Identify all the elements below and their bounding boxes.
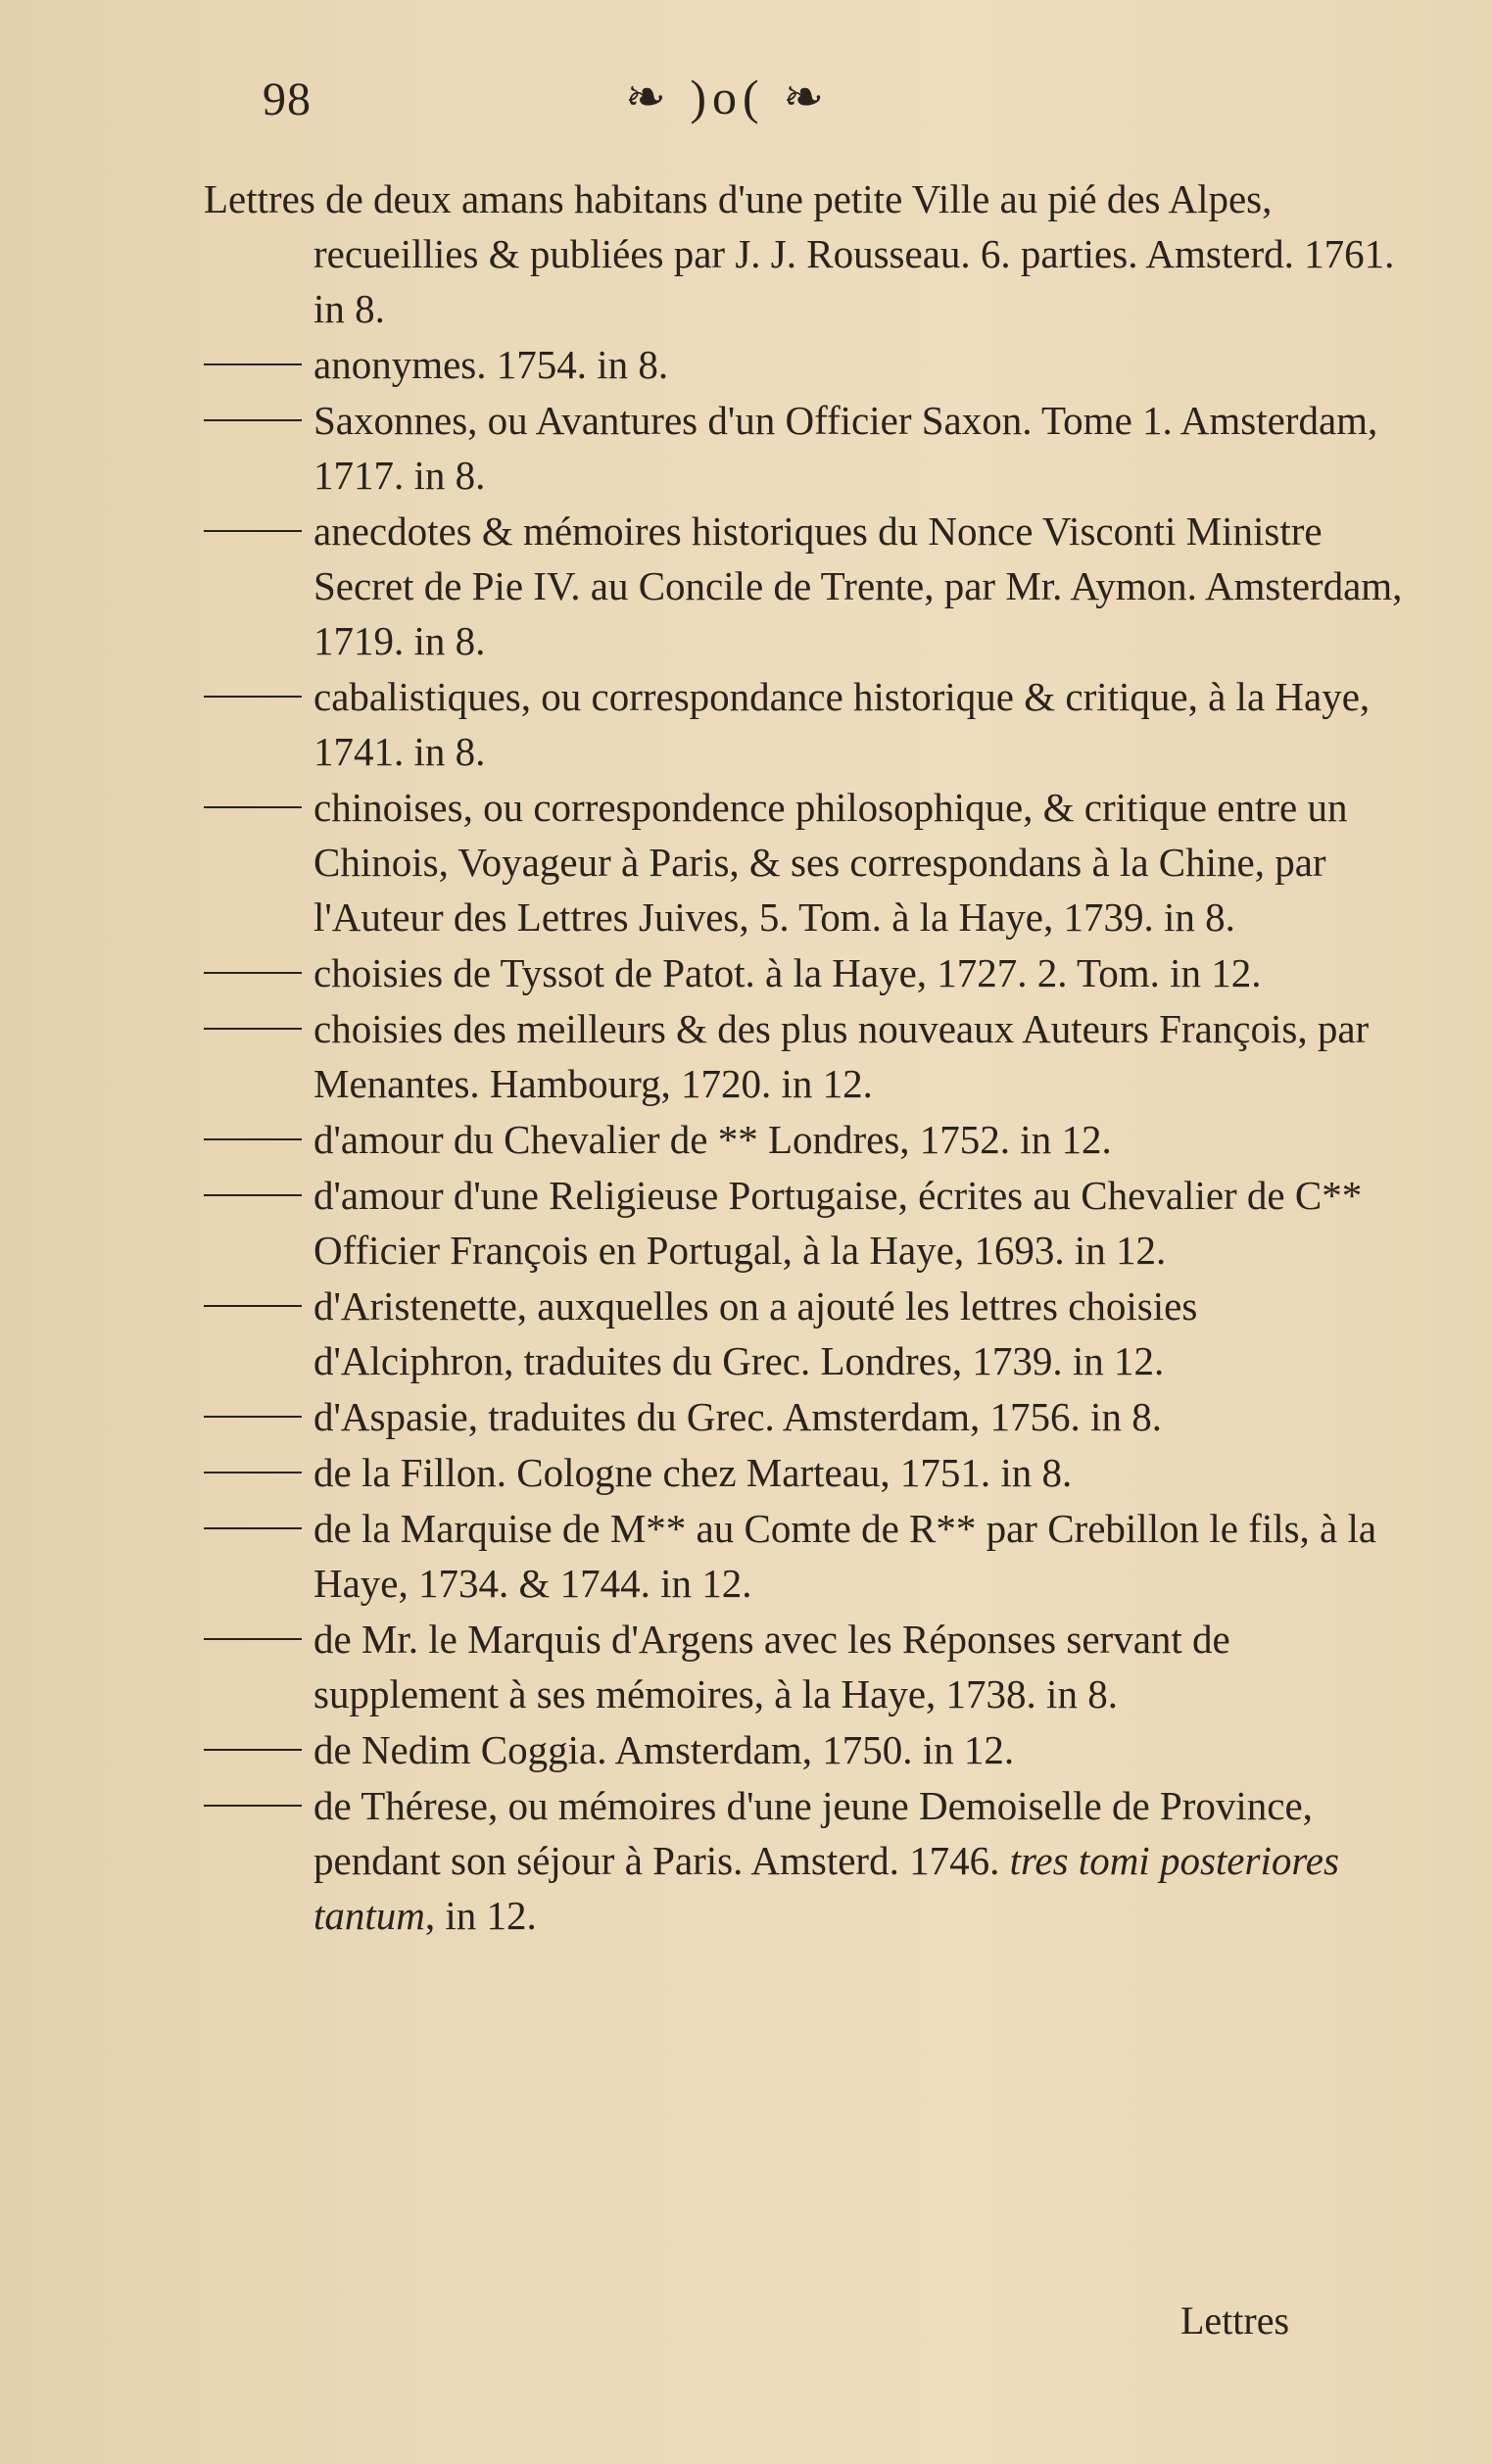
entry-text: choisies des meilleurs & des plus nouveaux Auteurs François, par Menantes. Hambourg, 1720. in 12. [313, 1006, 1370, 1106]
ditto-rule [204, 1138, 302, 1140]
ditto-rule [204, 696, 302, 698]
catalogue-entry-first [204, 171, 1404, 336]
entry-text: de la Marquise de M** au Comte de R** par Crebillon le fils, à la Haye, 1734. & 1744. in 12. [313, 1506, 1377, 1606]
entry-heading: Lettres [204, 176, 315, 221]
entry-text: choisies de Tyssot de Patot. à la Haye, 1727. 2. Tom. in 12. [313, 950, 1262, 995]
catalogue-entry [204, 1778, 1404, 1943]
entry-text: cabalistiques, ou correspondance historique & critique, à la Haye, 1741. in 8. [313, 674, 1371, 774]
catalogue-entry [204, 669, 1404, 779]
entry-text: de deux amans habitans d'une petite Ville au pié des Alpes, recueillies & publiées par J. J. Rousseau. 6. parties. Amsterd. 1761. in 8. [313, 176, 1395, 331]
ditto-rule [204, 972, 302, 974]
catalogue-entry [204, 1001, 1404, 1111]
page-header [263, 72, 1007, 141]
entry-text: Saxonnes, ou Avantures d'un Officier Saxon. Tome 1. Amsterdam, 1717. in 8. [313, 398, 1378, 498]
entry-text: d'amour du Chevalier de ** Londres, 1752. in 12. [313, 1117, 1112, 1162]
catalogue-entry [204, 1389, 1404, 1444]
entry-text: de Thérese, ou mémoires d'une jeune Demoiselle de Province, pendant son séjour à Paris. Amsterd. 1746. [313, 1783, 1313, 1883]
entry-text: d'amour d'une Religieuse Portugaise, écrites au Chevalier de C** Officier François en Portugal, à la Haye, 1693. in 12. [313, 1173, 1363, 1273]
entry-text: de Mr. le Marquis d'Argens avec les Réponses servant de supplement à ses mémoires, à la Haye, 1738. in 8. [313, 1617, 1230, 1716]
catalogue-entry [204, 1112, 1404, 1167]
entry-text: de la Fillon. Cologne chez Marteau, 1751. in 8. [313, 1450, 1073, 1495]
page-number: 98 [263, 73, 312, 125]
catalogue-entries [204, 171, 1404, 1944]
catalogue-entry [204, 337, 1404, 392]
catchword: Lettres [1180, 2298, 1290, 2343]
entry-list [204, 337, 1404, 1943]
entry-text: anecdotes & mémoires historiques du Nonce Visconti Ministre Secret de Pie IV. au Concile de Trente, par Mr. Aymon. Amsterdam, 1719. in 8. [313, 508, 1403, 663]
ditto-rule [204, 1805, 302, 1807]
entry-text: d'Aspasie, traduites du Grec. Amsterdam, 1756. in 8. [313, 1394, 1162, 1439]
ditto-rule [204, 1194, 302, 1196]
ditto-rule [204, 1638, 302, 1640]
catalogue-entry [204, 1279, 1404, 1388]
catalogue-entry [204, 504, 1404, 668]
entry-text: chinoises, ou correspondence philosophique, & critique entre un Chinois, Voyageur à Paris, & ses correspondans à la Chine, par l'Auteur des Lettres Juives, 5. Tom. à la Haye, 1739. in 8. [313, 785, 1348, 940]
ditto-rule [204, 1305, 302, 1307]
entry-text: de Nedim Coggia. Amsterdam, 1750. in 12. [313, 1727, 1015, 1772]
ditto-rule [204, 1472, 302, 1474]
entry-tail: , in 12. [424, 1893, 537, 1938]
ditto-rule [204, 363, 302, 365]
catalogue-entry [204, 393, 1404, 503]
ditto-rule [204, 419, 302, 421]
catalogue-entry [204, 945, 1404, 1000]
ditto-rule [204, 1527, 302, 1529]
ditto-rule [204, 530, 302, 532]
ditto-rule [204, 1416, 302, 1418]
entry-text: d'Aristenette, auxquelles on a ajouté les lettres choisies d'Alciphron, traduites du Grec. Londres, 1739. in 12. [313, 1283, 1198, 1383]
header-ornament: ❧ )o( ❧ [625, 70, 831, 124]
entry-italic-note: tres tomi posteriores tantum [313, 1838, 1339, 1938]
ditto-rule [204, 1749, 302, 1751]
catalogue-entry [204, 1722, 1404, 1777]
catalogue-entry [204, 1612, 1404, 1721]
entry-text: anonymes. 1754. in 8. [313, 342, 669, 387]
catalogue-entry [204, 1168, 1404, 1278]
catalogue-entry [204, 1501, 1404, 1611]
ditto-rule [204, 806, 302, 808]
ditto-rule [204, 1028, 302, 1030]
catalogue-entry [204, 1445, 1404, 1500]
catalogue-entry [204, 780, 1404, 944]
